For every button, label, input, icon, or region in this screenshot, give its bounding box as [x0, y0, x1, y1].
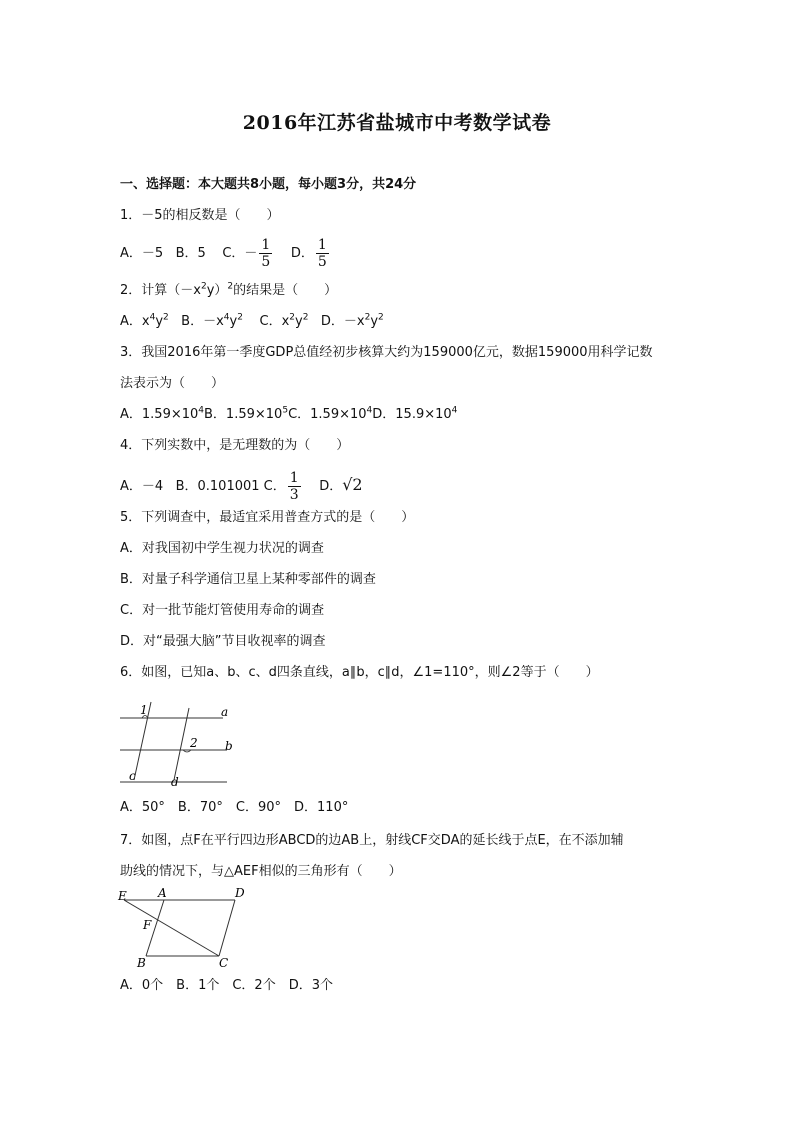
label-d: D [235, 886, 245, 900]
label-2: 2 [190, 736, 198, 750]
exponent: 2 [200, 281, 207, 292]
option-b: B．$-x^4y^2$ [181, 312, 243, 329]
label-b: B [137, 956, 146, 970]
exponent: 2 [227, 281, 234, 292]
question-2-options [120, 314, 384, 330]
option-c: C． $\frac{1}{3}$ [263, 470, 299, 503]
section-heading: 一、选择题：本大题共8小题，每小题3分，共24分 [120, 177, 417, 192]
option-c-prefix: C．－ [222, 246, 258, 261]
line-d [174, 708, 189, 780]
ray-ce [124, 900, 219, 956]
fraction: $\frac{1}{3}$ [289, 470, 299, 503]
question-7-stem-line-2: 助线的情况下，与△AEF相似的三角形有（ ） [120, 864, 402, 879]
fraction [316, 238, 329, 269]
label-c: C [219, 956, 229, 970]
numerator: 1 [317, 237, 327, 253]
option-b: B．5 [175, 246, 206, 261]
option-d: D．√2 [319, 475, 363, 494]
question-3-stem-line-1: 3．我国2016年第一季度GDP总值经初步核算大约为159000亿元，数据159000用科学记数 [120, 345, 653, 360]
stem-part: 的结果是（ ） [233, 283, 338, 298]
question-5-option-b: B．对量子科学通信卫星上某种零部件的调查 [120, 572, 376, 587]
question-6-options: A．50° B．70° C．90° D．110° [120, 800, 349, 815]
option-d [291, 238, 331, 269]
denominator: 5 [317, 254, 327, 270]
numerator: 1 [261, 237, 271, 253]
label-c: c [129, 769, 136, 783]
question-3-options [120, 407, 457, 423]
side-dc [219, 900, 235, 956]
question-6-stem: 6．如图，已知a、b、c、d四条直线，a∥b，c∥d，∠1=110°，则∠2等于（ ） [120, 665, 599, 680]
question-5-stem: 5．下列调查中，最适宜采用普查方式的是（ ） [120, 510, 415, 525]
option-d-prefix: D． [290, 246, 314, 261]
option-b: B．$1.59\times 10^5$ [204, 405, 289, 422]
option-c: C．$1.59\times 10^4$ [288, 405, 373, 422]
option-d: D．$15.9\times 10^4$ [372, 405, 458, 422]
fraction [259, 238, 272, 269]
label-d: d [171, 775, 179, 789]
option-a: A．$1.59\times 10^4$ [120, 405, 205, 422]
question-4-stem: 4．下列实数中，是无理数的为（ ） [120, 438, 350, 453]
question-5-option-d: D．对“最强大脑”节目收视率的调查 [120, 634, 326, 649]
denominator: 5 [261, 254, 271, 270]
question-1-stem: 1．－5的相反数是（ ） [120, 208, 280, 223]
option-a: A．－4 [120, 479, 164, 494]
label-1: 1 [140, 703, 148, 717]
option-a: A．－5 [120, 246, 164, 261]
question-3-stem-line-2: 法表示为（ ） [120, 376, 225, 391]
parallelogram-figure [115, 886, 255, 972]
label-a: a [221, 705, 229, 719]
option-c: C．$x^2y^2$ [259, 312, 309, 329]
option-a: A．$x^4y^2$ [120, 312, 169, 329]
question-7-options: A．0个 B．1个 C．2个 D．3个 [120, 978, 333, 993]
label-a: A [158, 886, 167, 900]
stem-part: 2．计算（－x [120, 283, 201, 298]
sqrt-expression: √2 [342, 475, 363, 494]
page-title: 2016年江苏省盐城市中考数学试卷 [242, 112, 552, 134]
question-5-option-a: A．对我国初中学生视力状况的调查 [120, 541, 324, 556]
question-7-stem-line-1: 7．如图，点F在平行四边形ABCD的边AB上，射线CF交DA的延长线于点E，在不添加辅 [120, 833, 624, 848]
question-4-options [120, 471, 363, 502]
question-1-options [120, 238, 331, 269]
question-2-stem [120, 283, 337, 299]
parallel-lines-figure [115, 700, 240, 790]
option-c [222, 238, 274, 269]
label-b: b [225, 739, 233, 753]
label-f: F [143, 918, 152, 932]
stem-part: y） [206, 283, 228, 298]
question-5-option-c: C．对一批节能灯管使用寿命的调查 [120, 603, 325, 618]
option-d: D．$-x^2y^2$ [320, 312, 384, 329]
label-e: E [118, 889, 127, 903]
option-b: B．0.101001 [175, 479, 260, 494]
